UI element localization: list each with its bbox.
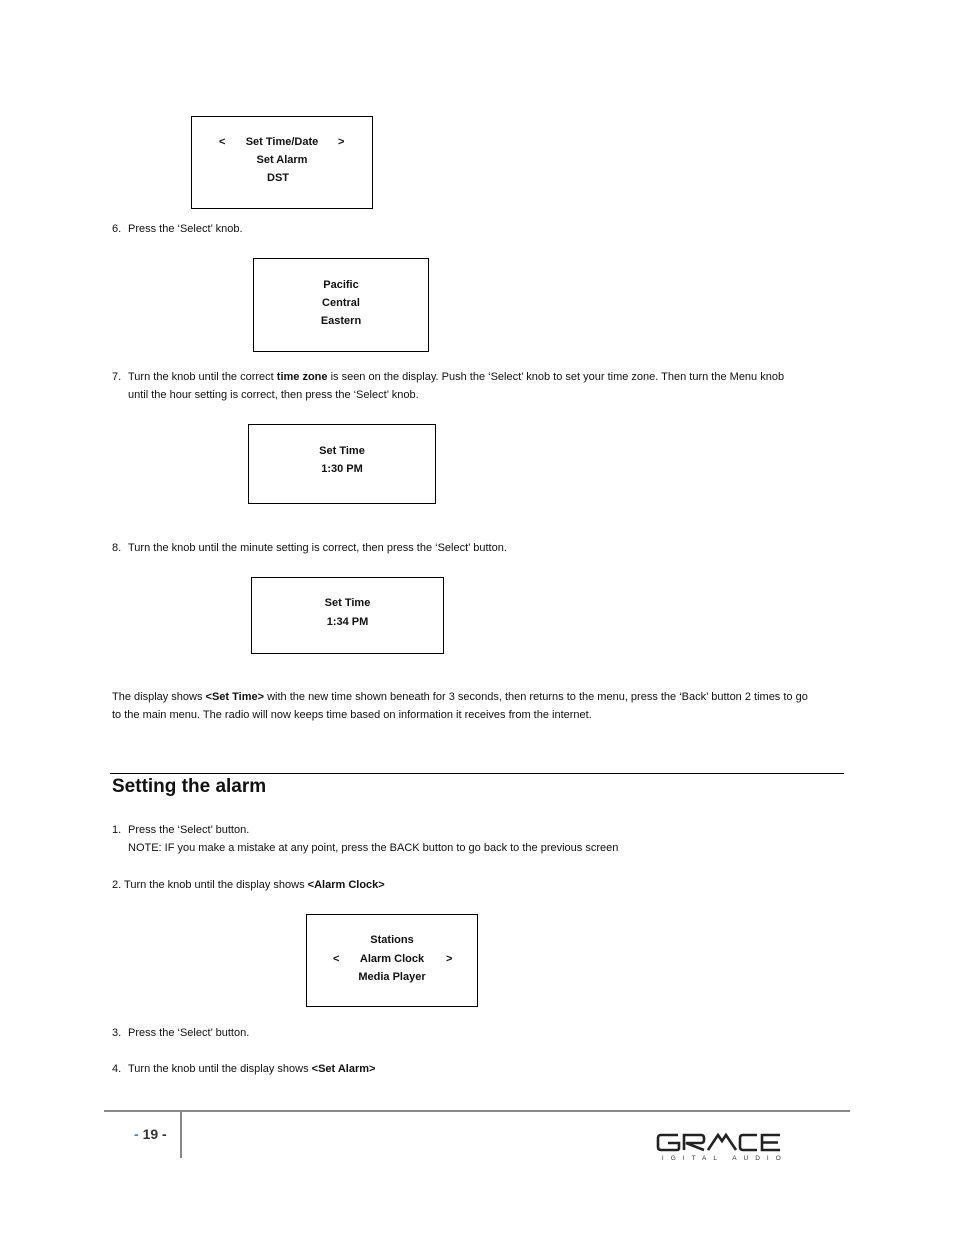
step-text: Press the ‘Select’ knob. <box>128 223 243 235</box>
step-number: 1. <box>112 824 122 836</box>
left-arrow: < <box>219 136 226 148</box>
display-line: Stations <box>370 934 414 946</box>
text-bold: <Set Time> <box>205 691 265 703</box>
step-number: 3. <box>112 1027 122 1039</box>
step-number: 4. <box>112 1063 122 1075</box>
step-number: 7. <box>112 371 122 383</box>
step-text: Turn the knob until the minute setting is correct, then press the ‘Select’ button. <box>128 542 507 554</box>
display-line: Set Alarm <box>256 154 308 166</box>
text-run: The display shows <box>112 691 206 703</box>
footer-rule <box>104 1110 850 1112</box>
text-run: Turn the knob until the display shows <box>128 1063 312 1075</box>
step-text: Press the ‘Select’ button. <box>128 824 250 836</box>
left-arrow: < <box>333 953 340 965</box>
step-text <box>112 876 385 894</box>
display-line: Pacific <box>323 279 359 291</box>
step-number: 8. <box>112 542 122 554</box>
step-text <box>128 368 784 386</box>
text-bold: time zone <box>276 371 328 383</box>
right-arrow: > <box>446 953 453 965</box>
text-run: with the new time shown beneath for 3 seconds, then returns to the menu, press the ‘Back’ button 2 times to go <box>264 691 808 703</box>
page-dash: - <box>134 1126 139 1142</box>
page-dash: - <box>162 1126 167 1142</box>
paragraph-line2: to the main menu. The radio will now keeps time based on information it receives from the internet. <box>112 709 592 721</box>
display-line: Alarm Clock <box>359 953 425 965</box>
display-line: Set Time <box>319 445 365 457</box>
text-bold: <Alarm Clock> <box>307 879 385 891</box>
display-box-main-menu <box>191 116 373 209</box>
display-box-set-time-minute <box>251 577 444 654</box>
logo-subtitle: DIGITAL AUDIO <box>656 1155 782 1162</box>
display-line: 1:30 PM <box>321 463 363 475</box>
display-line: Media Player <box>358 971 426 983</box>
display-line: Central <box>322 297 360 309</box>
display-line: 1:34 PM <box>326 616 369 628</box>
display-box-set-time-hour <box>248 424 436 504</box>
step-text <box>128 1060 375 1078</box>
step-text-line2: until the hour setting is correct, then press the ‘Select’ knob. <box>128 389 419 401</box>
display-box-alarm-menu <box>306 914 478 1007</box>
section-heading: Setting the alarm <box>112 776 267 797</box>
grace-logo-mark <box>656 1132 782 1162</box>
text-run: Turn the knob until the correct <box>128 371 277 383</box>
display-line: Set Time <box>324 597 371 609</box>
step-number: 6. <box>112 223 122 235</box>
step-text: Press the ‘Select’ button. <box>128 1027 250 1039</box>
text-bold: <Set Alarm> <box>311 1063 376 1075</box>
text-run: 2. Turn the knob until the display shows <box>112 879 308 891</box>
note-text: NOTE: IF you make a mistake at any point, press the BACK button to go back to the previous screen <box>128 842 619 854</box>
display-line: Eastern <box>320 315 362 327</box>
page-number-value: 19 <box>142 1126 159 1142</box>
footer-divider <box>180 1112 182 1158</box>
text-run: is seen on the display. Push the ‘Select’ knob to set your time zone. Then turn the Menu knob <box>327 371 785 383</box>
page-number <box>134 1126 167 1142</box>
right-arrow: > <box>338 136 345 148</box>
grace-logo <box>656 1132 782 1162</box>
display-line: Set Time/Date <box>245 136 319 148</box>
display-line: DST <box>267 172 289 184</box>
section-rule <box>110 773 844 774</box>
display-box-timezone <box>253 258 429 352</box>
paragraph-line1 <box>112 688 808 706</box>
